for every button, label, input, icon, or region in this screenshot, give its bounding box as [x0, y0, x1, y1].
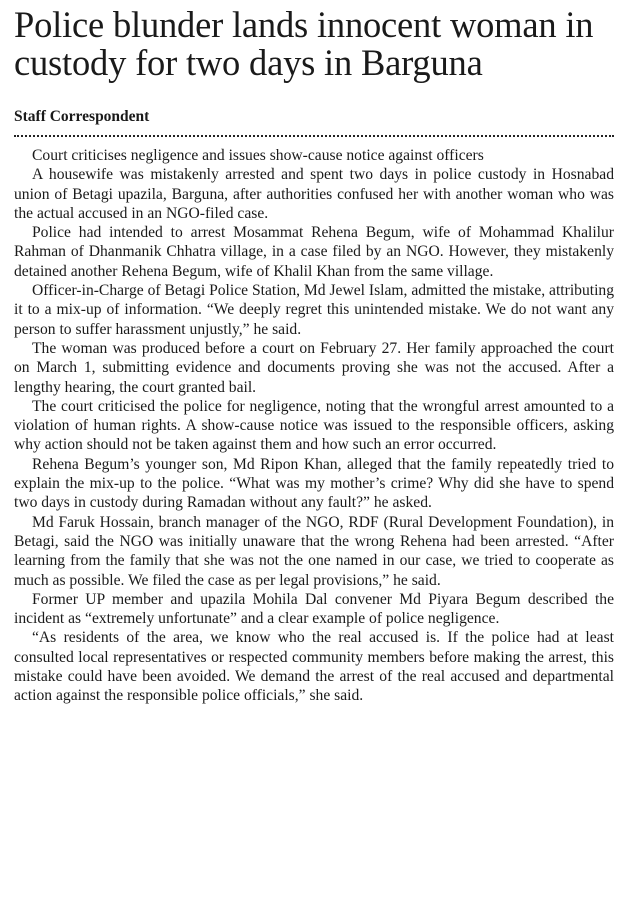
body-paragraph: A housewife was mistakenly arrested and spent two days in police custody in Hosnabad union of Betagi upazila, Barguna, after authorities confused her with another woman who was the actual accused in an NGO-filed case.: [14, 166, 614, 222]
body-paragraph: Officer-in-Charge of Betagi Police Station, Md Jewel Islam, admitted the mistake, attributing it to a mix-up of information. “We deeply regret this unintended mistake. We do not want any person to suffer harassment unjustly,” he said.: [14, 282, 615, 338]
subheading-paragraph: Court criticises negligence and issues show-cause notice against officers: [32, 147, 484, 164]
body-paragraph: Rehena Begum’s younger son, Md Ripon Khan, alleged that the family repeatedly tried to explain the mix-up to the police. “What was my mother’s crime? Why did she have to spend two days in custody during Ramadan without any fault?” he asked.: [14, 455, 614, 512]
body-paragraph: The woman was produced before a court on February 27. Her family approached the court on March 1, submitting evidence and documents proving she was not the accused. After a lengthy hearing, the court granted bail.: [14, 339, 614, 396]
body-paragraph: “As residents of the area, we know who the real accused is. If the police had at least consulted local representatives or respected community members before making the arrest, this mistake could have been avoided. We demand the arrest of the real accused and departmental action against the responsible police officials,” she said.: [14, 629, 614, 705]
article-body: [14, 146, 614, 706]
headline: Police blunder lands innocent woman in custody for two days in Barguna: [14, 4, 594, 83]
body-paragraph: Md Faruk Hossain, branch manager of the NGO, RDF (Rural Development Foundation), in Betagi, said the NGO was initially unaware that the wrong Rehena had been arrested. “After learning from the family that she was not the one named in our case, we tried to cooperate as much as possible. We filed the case as per legal provisions,” he said.: [14, 513, 614, 589]
dotted-divider: [14, 135, 614, 137]
body-paragraph: Former UP member and upazila Mohila Dal convener Md Piyara Begum described the incident as “extremely unfortunate” and a clear example of police negligence.: [14, 590, 614, 628]
article: [14, 6, 614, 706]
body-paragraph: The court criticised the police for negligence, noting that the wrongful arrest amounted to a violation of human rights. A show-cause notice was issued to the responsible officers, asking why action should not be taken against them and how such an error occurred.: [14, 397, 614, 454]
body-paragraph: Police had intended to arrest Mosammat Rehena Begum, wife of Mohammad Khalilur Rahman of Dhanmanik Chhatra village, in a case filed by an NGO. However, they mistakenly detained another Rehena Begum, wife of Khalil Khan from the same village.: [14, 224, 614, 280]
byline: Staff Correspondent: [14, 108, 150, 125]
